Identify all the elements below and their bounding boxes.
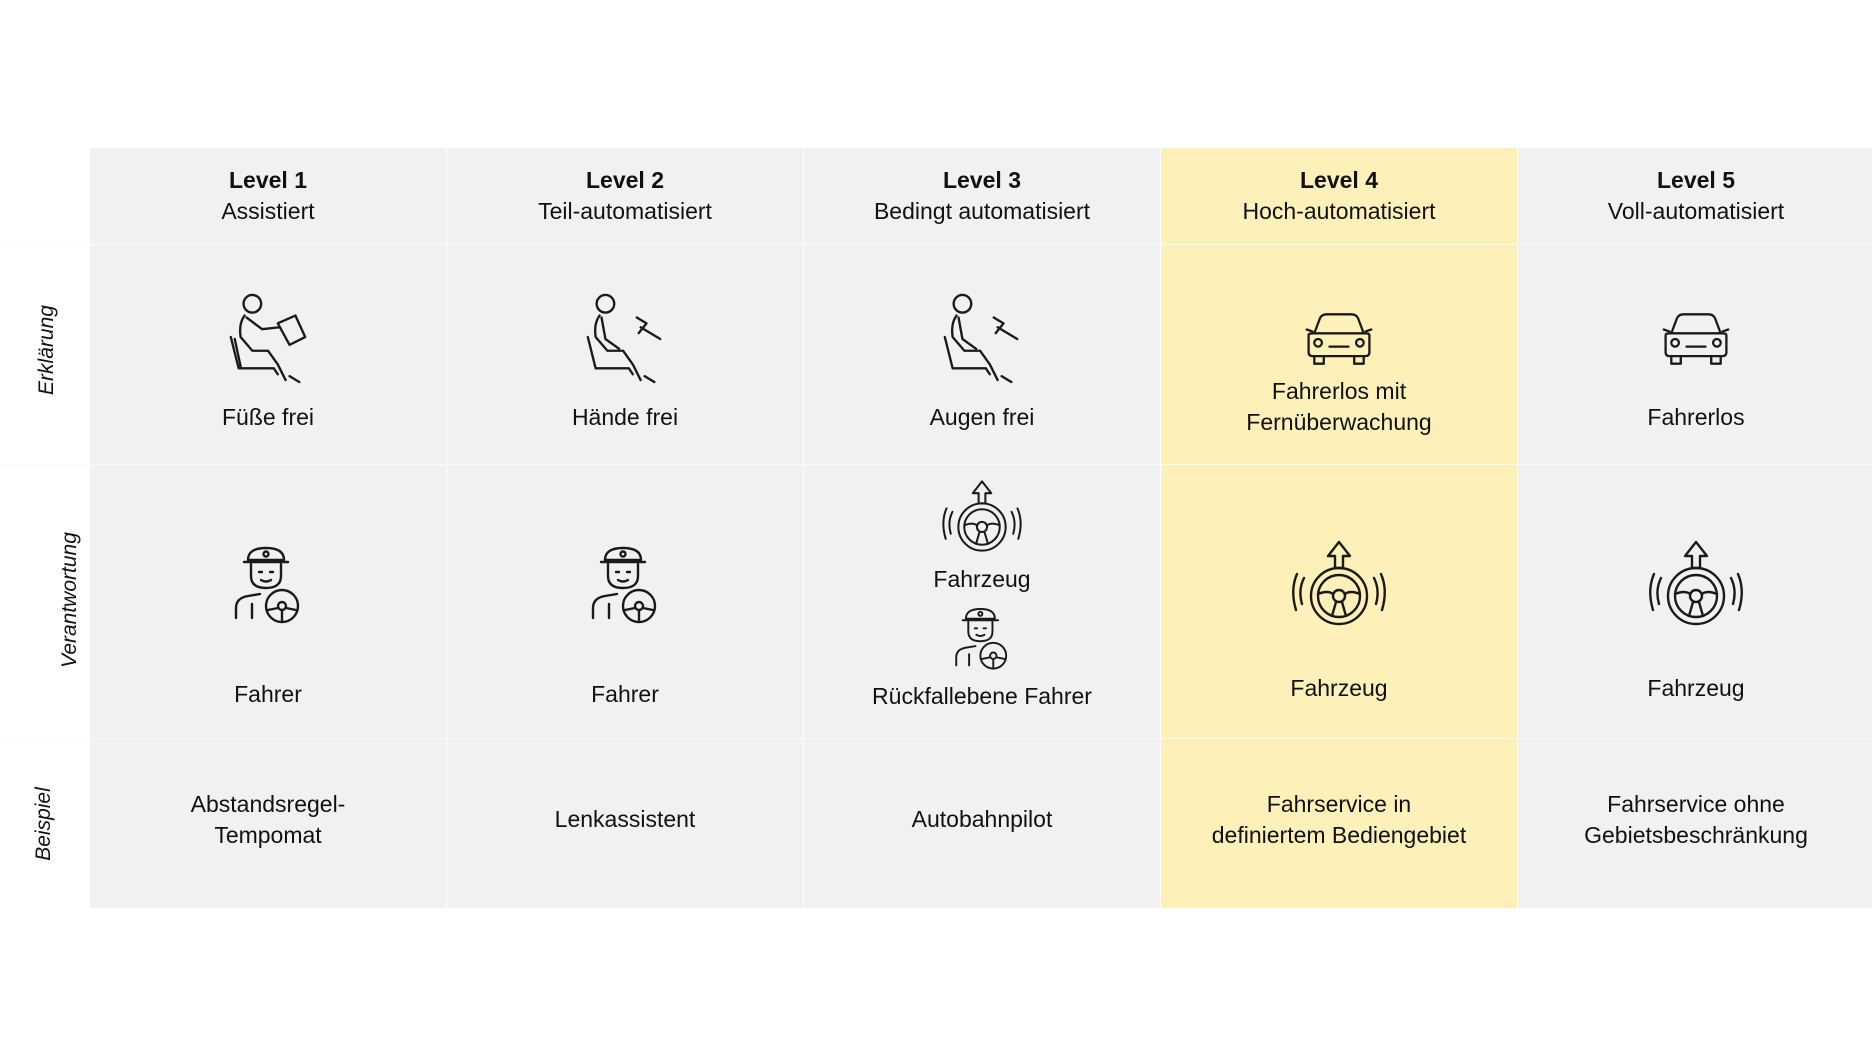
example-line: Lenkassistent [554,806,696,832]
responsibility-cell [447,546,803,710]
row-divider [0,464,1872,465]
level-header [447,165,803,227]
row-label-explanation: Erklärung [34,305,58,395]
example-cell [804,804,1160,835]
explanation-label: Hände frei [571,404,679,430]
explanation-cell [90,294,446,433]
responsible-label: Fahrer [234,681,302,707]
explanation-label: Füße frei [221,404,315,430]
fallback-driver-label: Rückfallebene Fahrer [872,683,1092,709]
example-line: Fahrservice in [1266,791,1412,817]
level-name: Hoch-automatisiert [1242,198,1436,224]
explanation-label: Fahrerlos mit [1271,378,1407,404]
responsible-label: Fahrzeug [1290,675,1388,701]
level-title: Level 3 [943,167,1021,193]
level-name: Voll-automatisiert [1607,198,1785,224]
level-title: Level 5 [1657,167,1735,193]
explanation-cell [804,294,1160,433]
responsibility-cell [1161,538,1517,704]
level-header [1161,165,1517,227]
driver-eyes-free-icon [942,294,1022,384]
level-title: Level 1 [229,167,307,193]
vehicle-steering-wheel-icon [1294,538,1384,628]
example-line: Abstandsregel- [190,791,346,817]
explanation-label: Fernüberwachung [1246,409,1432,435]
car-icon [1658,310,1734,368]
driver-icon [589,546,661,622]
responsible-label: Fahrer [591,681,659,707]
level-header [90,165,446,227]
example-cell [1518,789,1872,851]
level-title: Level 2 [586,167,664,193]
responsible-label: Fahrzeug [933,566,1031,592]
responsible-label: Fahrzeug [1647,675,1745,701]
level-header [804,165,1160,227]
responsibility-cell [804,478,1160,712]
level-title: Level 4 [1300,167,1378,193]
row-label-responsibility: Verantwortung [57,532,81,668]
driver-icon [953,607,1011,669]
responsibility-cell [1518,538,1872,704]
vehicle-steering-wheel-icon [944,478,1020,554]
example-cell [1161,789,1517,851]
level-name: Teil-automatisiert [538,198,712,224]
level-name: Assistiert [221,198,315,224]
column-level-2 [447,148,803,908]
row-divider [0,738,1872,739]
level-name: Bedingt automatisiert [873,198,1091,224]
row-label-example: Beispiel [31,787,55,861]
vehicle-steering-wheel-icon [1651,538,1741,628]
example-line: Fahrservice ohne [1607,791,1785,817]
example-line: definiertem Bediengebiet [1211,822,1467,848]
driver-icon [232,546,304,622]
automation-levels-matrix [0,148,1872,908]
car-icon [1301,310,1377,368]
explanation-cell [447,294,803,433]
example-line: Autobahnpilot [911,806,1053,832]
driver-hands-free-icon [585,294,665,384]
explanation-cell [1161,310,1517,438]
explanation-label: Fahrerlos [1647,404,1745,430]
level-header [1518,165,1872,227]
driver-feet-free-icon [228,294,308,384]
example-cell [90,789,446,851]
row-divider [0,244,1872,245]
explanation-cell [1518,310,1872,433]
example-line: Gebietsbeschränkung [1584,822,1808,848]
example-cell [447,804,803,835]
responsibility-cell [90,546,446,710]
example-line: Tempomat [214,822,322,848]
explanation-label: Augen frei [929,404,1035,430]
